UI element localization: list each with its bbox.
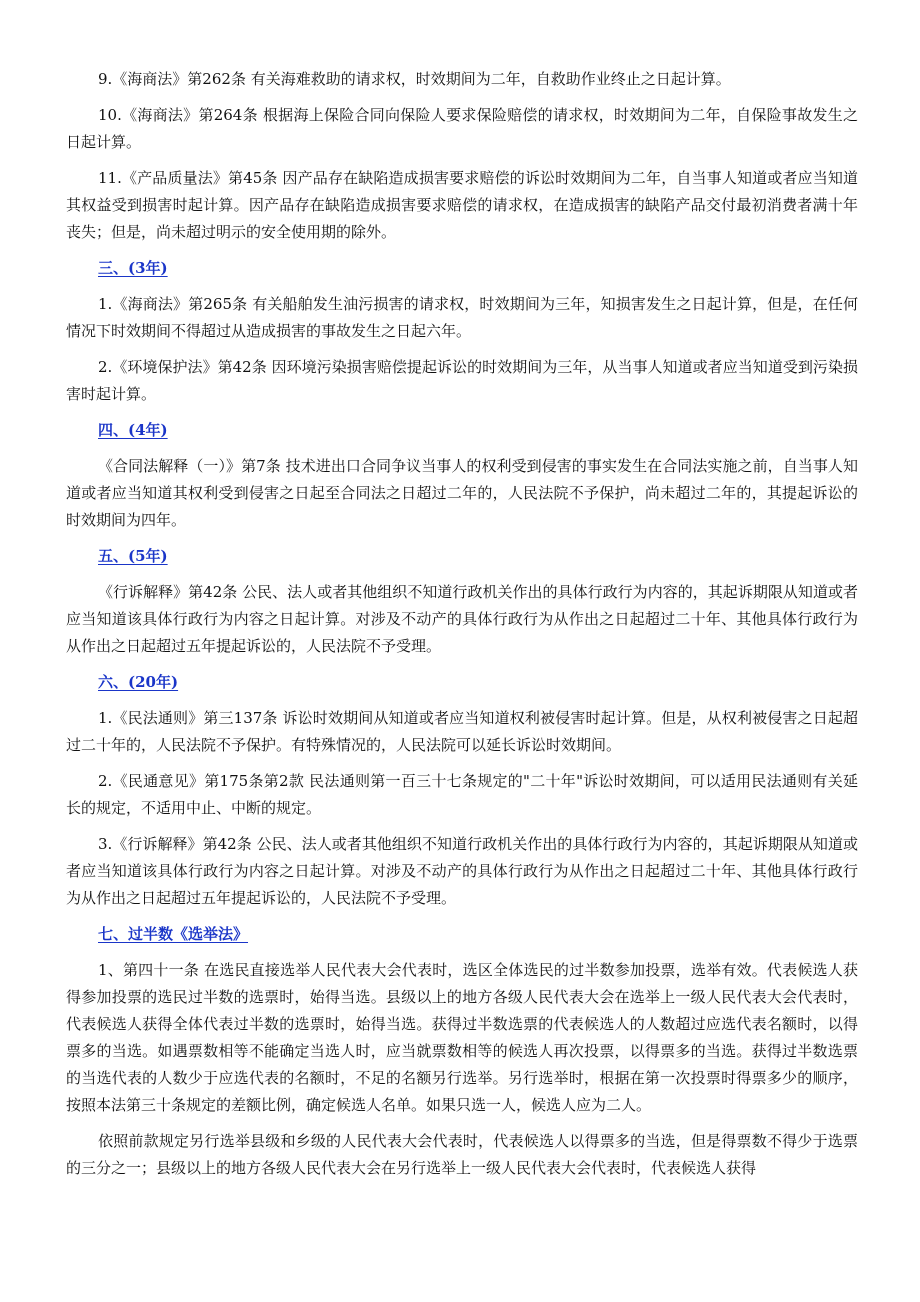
article-paragraph: 1.《海商法》第265条 有关船舶发生油污损害的请求权，时效期间为三年，知损害发生之日起计算，但是，在任何情况下时效期间不得超过从造成损害的事故发生之日起六年。: [66, 295, 858, 340]
article-paragraph: 11.《产品质量法》第45条 因产品存在缺陷造成损害要求赔偿的诉讼时效期间为二年，自当事人知道或者应当知道其权益受到损害时起计算。因产品存在缺陷造成损害要求赔偿的请求权，在造成损害的缺陷产品交付最初消费者满十年丧失；但是，尚未超过明示的安全使用期的除外。: [66, 169, 858, 241]
article-paragraph: 9.《海商法》第262条 有关海难救助的请求权，时效期间为二年，自救助作业终止之日起计算。: [98, 70, 731, 88]
article-paragraph: 1.《民法通则》第三137条 诉讼时效期间从知道或者应当知道权利被侵害时起计算。但是，从权利被侵害之日起超过二十年的，人民法院不予保护。有特殊情况的，人民法院可以延长诉讼时效期间。: [66, 709, 858, 754]
section-heading-4-years[interactable]: 四、(4年): [98, 421, 168, 439]
article-paragraph: 《行诉解释》第42条 公民、法人或者其他组织不知道行政机关作出的具体行政行为内容的，其起诉期限从知道或者应当知道该具体行政行为内容之日起计算。对涉及不动产的具体行政行为从作出之日起超过二十年、其他具体行政行为从作出之日起超过五年提起诉讼的，人民法院不予受理。: [66, 583, 858, 655]
article-paragraph: 《合同法解释（一）》第7条 技术进出口合同争议当事人的权利受到侵害的事实发生在合同法实施之前，自当事人知道或者应当知道其权利受到侵害之日起至合同法之日超过二年的，人民法院不予保护，尚未超过二年的，其提起诉讼的时效期间为四年。: [66, 457, 858, 529]
article-paragraph: 1、第四十一条 在选民直接选举人民代表大会代表时，选区全体选民的过半数参加投票，选举有效。代表候选人获得参加投票的选民过半数的选票时，始得当选。县级以上的地方各级人民代表大会在选举上一级人民代表大会代表时，代表候选人获得全体代表过半数的选票时，始得当选。获得过半数选票的代表候选人的人数超过应选代表名额时，以得票多的当选。如遇票数相等不能确定当选人时，应当就票数相等的候选人再次投票，以得票多的当选。获得过半数选票的当选代表的人数少于应选代表的名额时，不足的名额另行选举。另行选举时，根据在第一次投票时得票多少的顺序，按照本法第三十条规定的差额比例，确定候选人名单。如果只选一人，候选人应为二人。: [66, 961, 858, 1114]
article-paragraph: 3.《行诉解释》第42条 公民、法人或者其他组织不知道行政机关作出的具体行政行为内容的，其起诉期限从知道或者应当知道该具体行政行为内容之日起计算。对涉及不动产的具体行政行为从作出之日起超过二十年、其他具体行政行为从作出之日起超过五年提起诉讼的，人民法院不予受理。: [66, 835, 858, 907]
section-heading-5-years[interactable]: 五、(5年): [98, 547, 168, 565]
article-paragraph: 依照前款规定另行选举县级和乡级的人民代表大会代表时，代表候选人以得票多的当选，但是得票数不得少于选票的三分之一；县级以上的地方各级人民代表大会在另行选举上一级人民代表大会代表时，代表候选人获得: [66, 1132, 858, 1177]
section-heading-20-years[interactable]: 六、(20年): [98, 673, 179, 691]
article-paragraph: 2.《民通意见》第175条第2款 民法通则第一百三十七条规定的"二十年"诉讼时效期间，可以适用民法通则有关延长的规定，不适用中止、中断的规定。: [66, 772, 858, 817]
section-heading-3-years[interactable]: 三、(3年): [98, 259, 168, 277]
article-paragraph: 2.《环境保护法》第42条 因环境污染损害赔偿提起诉讼的时效期间为三年，从当事人知道或者应当知道受到污染损害时起计算。: [66, 358, 858, 403]
section-heading-majority-election-law[interactable]: 七、过半数《选举法》: [98, 925, 249, 943]
article-paragraph: 10.《海商法》第264条 根据海上保险合同向保险人要求保险赔偿的请求权，时效期间为二年，自保险事故发生之日起计算。: [66, 106, 858, 151]
